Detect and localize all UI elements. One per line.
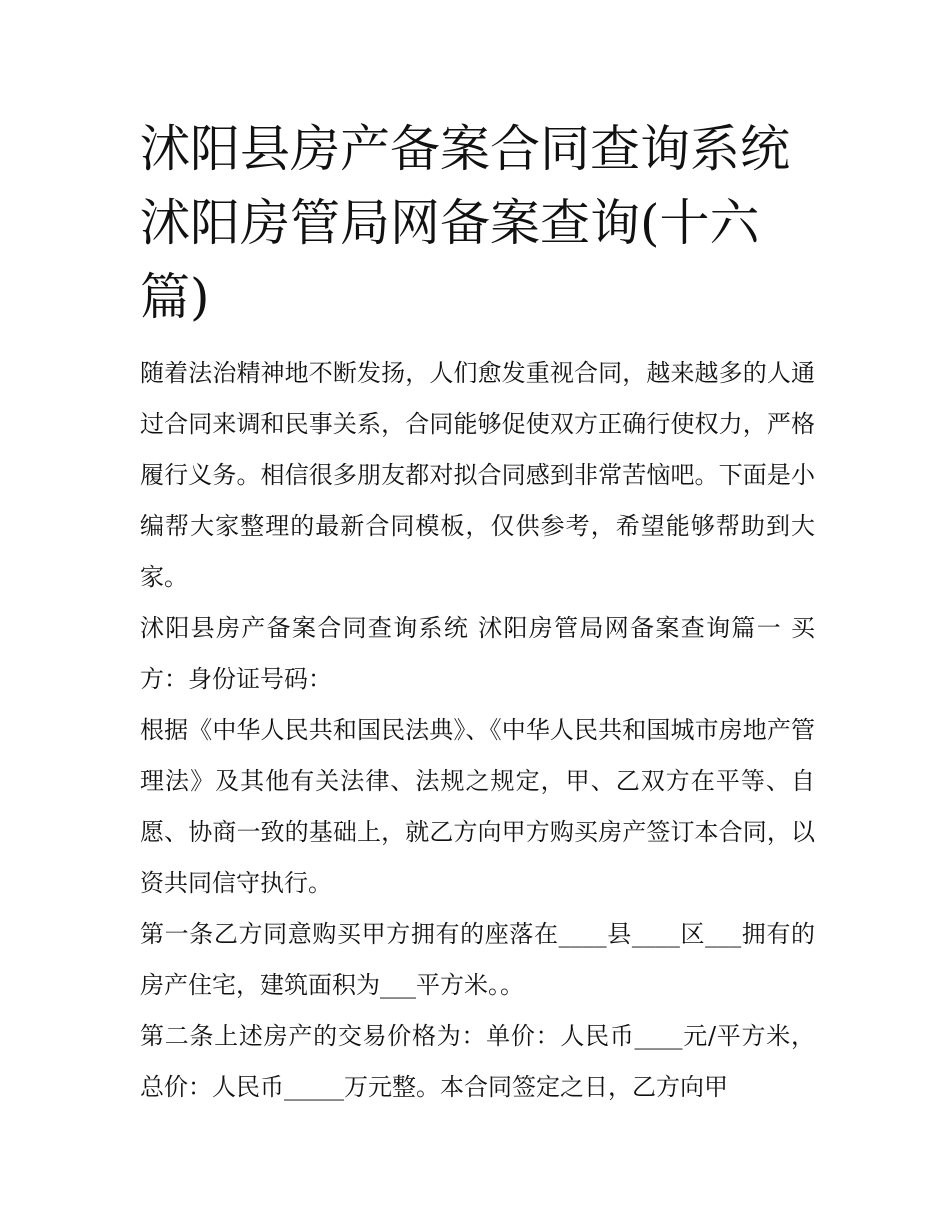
article-one-paragraph: 第一条乙方同意购买甲方拥有的座落在____县____区___拥有的房产住宅，建筑面积为___平方米。。: [140, 920, 815, 999]
legal-basis-paragraph: 根据《中华人民共和国民法典》、《中华人民共和国城市房地产管理法》及其他有关法律、法规之规定，甲、乙双方在平等、自愿、协商一致的基础上，就乙方向甲方购买房产签订本合同，以资共同信守执行。: [140, 716, 815, 897]
section-heading-paragraph: 沭阳县房产备案合同查询系统 沭阳房管局网备案查询篇一 买方：身份证号码：: [140, 614, 815, 693]
document-title: 沭阳县房产备案合同查询系统 沭阳房管局网备案查询(十六篇): [140, 120, 790, 326]
intro-paragraph: 随着法治精神地不断发扬，人们愈发重视合同，越来越多的人通过合同来调和民事关系，合同能够促使双方正确行使权力，严格履行义务。相信很多朋友都对拟合同感到非常苦恼吧。下面是小编帮大家整理的最新合同模板，仅供参考，希望能够帮助到大家。: [140, 359, 815, 591]
document-page: [140, 112, 815, 1113]
article-two-paragraph: 第二条上述房产的交易价格为：单价：人民币____元/平方米，总价：人民币_____万元整。本合同签定之日，乙方向甲: [140, 1022, 815, 1101]
